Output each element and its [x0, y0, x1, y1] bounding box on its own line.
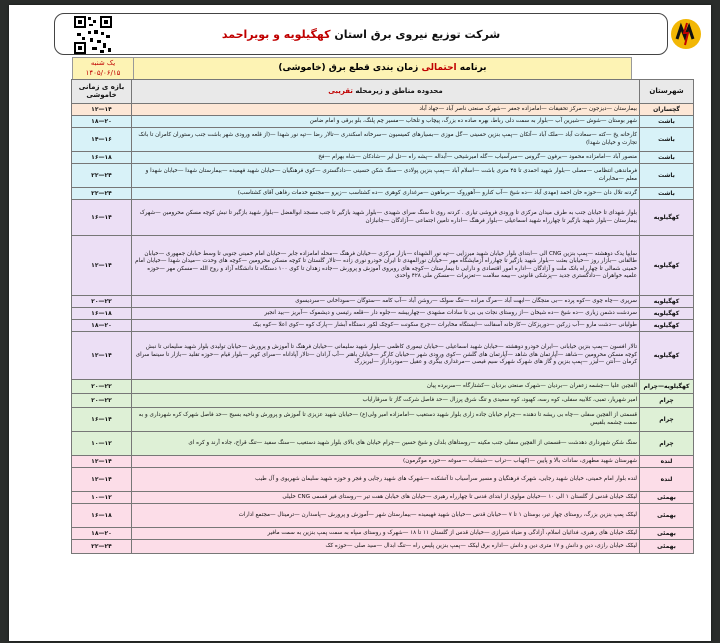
table-row	[72, 528, 694, 540]
row-city: لنده	[640, 456, 694, 468]
row-time: ۱۴—۱۶	[72, 128, 132, 152]
row-area: لنده بلوار امام خمینی، خیابان شهید رجایی، شهرک فرهنگیان و مسیر سرآسیاب تا آتشکده —شهرک های شهید رجایی و فجر و حوزه شهید سلیمان شهریوی و آل طیب	[132, 468, 640, 492]
table-row	[72, 104, 694, 116]
row-time: ۱۲—۱۴	[72, 468, 132, 492]
table-row	[72, 164, 694, 188]
row-area: لیکک خیابان رازی، دین و دانش و ۱۷ متری دین و دانش —اداره برق لیکک —پمپ بنزین پلیس راه —تنگ ابدال —سید صلی —حوزه کک	[132, 540, 640, 554]
table-row	[72, 332, 694, 380]
table-row	[72, 540, 694, 554]
row-time: ۱۶—۱۴	[72, 200, 132, 236]
row-time: ۱۸—۲۰	[72, 116, 132, 128]
table-row	[72, 504, 694, 528]
table-row	[72, 200, 694, 236]
subtitle-highlight: احتمالی	[421, 63, 457, 73]
row-area: فرماندهی انتظامی —مصلی —بلوار شهید احمدی تا ۴۵ متری باشت —اسلام آباد —پمپ بنزین پولادی —سنگ شکن حسینی —دادگستری —کوی فرهنگیان —خیابان شهید فهمیده —بیمارستان شهدا —خیابان شهدا و معلم —مخابرات	[132, 164, 640, 188]
row-area: القچین علیا —چشمه زعفران —بردیان —شهرک صنعتی بردیان —کشتارگاه —سربرده پیان	[132, 380, 640, 394]
row-city: کهگیلویه	[640, 320, 694, 332]
header-province: کهگیلویه و بویراحمد	[221, 27, 331, 41]
row-time: ۱۰—۱۲	[72, 492, 132, 504]
row-city: بهمئی	[640, 528, 694, 540]
row-time: ۱۲—۱۴	[72, 332, 132, 380]
row-time: ۱۶—۱۸	[72, 152, 132, 164]
row-time: ۱۶—۱۸	[72, 308, 132, 320]
row-city: چرام	[640, 408, 694, 432]
outage-schedule-table	[71, 79, 694, 554]
row-city: کهگیلویه	[640, 200, 694, 236]
table-row	[72, 236, 694, 296]
row-area: قسمتی از القچین سفلی —چاه بی ریشه تا دهنده —چرام خیابان جاده زاری بلوار شهید دستغیب —امامزاده امیر ولی(ع) —خیابان شهید عزیزی تا آموزش و پرورش و ناحیه بسیج —حد فاصل شهرک کره شهرداری و به سمت چشمه بلقیس	[132, 408, 640, 432]
row-area: لیکک پمپ بنزین بزرگ، روستای چهار تیر، بوستان ۱ تا ۷ —خیابان قدس —خیابان شهید فهیمیده —بیمارستان شهر —آموزش و پرورش —پاسدارن —ترمینال —مجتمع ادارات	[132, 504, 640, 528]
row-area: کارخانه یخ —کته —سعادت آباد —ملک آباد —آتکان —پمپ بنزین حسینی —گل موزی —بسیارهای کمیسیون —سرخانه اسکندری —تالار رضا —تپه نور شهدا —(از قلعه ورودی شهر باشت جنب رستوران کامران تا بانک تجارت و خیابان شهدا)	[132, 128, 640, 152]
row-city: چرام	[640, 394, 694, 408]
row-city: کهگیلویه—چرام	[640, 380, 694, 394]
row-city: بهمئی	[640, 504, 694, 528]
row-area: بلوار شهدای تا خیابان جنب به طرف میدان مرکزی تا ورودی فروشی تیاری . کردنه روی تا سنگ سرای شهیدی —بلوار شهید بازگیر تا جنب مسجد ابوالفضل —بلوار شهید بازگیر تا نبش کوچه مسکن محرومین —شهرک بیمارستان —بلوار شهید بازگیر تا چهارراه شهید اسماعیلی —بلوار فرهنگ —اداره تامین اجتماعی —آزادگان —جانبازان	[132, 200, 640, 236]
row-area: شهرستان شهید مطهری، سادات بالا و پایین —(کهباب —تراب —شیشاب —سوغه —حوزه موگرمون)	[132, 456, 640, 468]
document-sheet	[9, 5, 711, 641]
column-header-area-highlight: تقریبی	[328, 86, 353, 95]
row-city: کهگیلویه	[640, 296, 694, 308]
table-row	[72, 468, 694, 492]
table-row	[72, 116, 694, 128]
document-header	[54, 13, 668, 55]
row-time: ۱۰—۱۲	[72, 432, 132, 456]
table-row	[72, 320, 694, 332]
row-time: ۱۶—۱۸	[72, 504, 132, 528]
row-time: ۲۲—۲۴	[72, 540, 132, 554]
row-area: لیکک خیابان های رهبری، فدائیان اسلام، آزادگی و ضیاء شیرازی —خیابان قدس از گلستان ۱۱ تا ۱۸ —شهرک و روستای سپاه به سمت پمپ بنزین به سمت مافیر	[132, 528, 640, 540]
row-area: بیمارستان —دیزجون —مرکز تحقیقات —امامزاده جعفر —شهرک صنعتی ناصر آباد —جهاد آباد	[132, 104, 640, 116]
row-area: منصور آباد —امامزاده محمود —برفون —گروس —سرآسیاب —گله امیرشیخی —آبداله —پشه راه —تل ایر —شادکان —شاه بهرام —فخ	[132, 152, 640, 164]
table-row	[72, 456, 694, 468]
table-row	[72, 380, 694, 394]
row-city: باشت	[640, 152, 694, 164]
row-city: باشت	[640, 188, 694, 200]
column-header-time: بازه ی زمانی خاموشی	[72, 80, 132, 104]
table-row	[72, 128, 694, 152]
row-city: لنده	[640, 468, 694, 492]
row-area: شهر بوستان —شوش —شیرین آب —بلوار به سمت دلی رباط، بهره صاده ده بزرگ، پیچاب و تلخاب —مسیر چم پلنگ، بلو برقی و امام ضامن	[132, 116, 640, 128]
company-logo-icon	[669, 17, 703, 51]
row-time: ۱۶—۱۴	[72, 408, 132, 432]
row-city: بهمئی	[640, 492, 694, 504]
row-city: باشت	[640, 128, 694, 152]
column-header-city: شهرستان	[640, 80, 694, 104]
row-area: سایپا یدک دوهشته —پمپ بنزین CNG الی —ابتدای بلوار خیابان شهید میرزایی —تپه نور الشهداء —بازار مرکزی —خیابان فرهنگ —محله امامزاده جابر —خیابان امام خمینی جنوبی تا وسط خیابان جمهوری —خیابان طالقانی —بازار روز —خیابان بعثت —بلوار شهید بازگیر تا چهارراه آزمایشگاه مهر —خیابان نورالمهدی تا ایران خودرو نوری زاده —تالار گلستان تا کوچه مسکن محرومین —کوچه های وحدت —میدان شهدا —خیابان امام خمینی شمالی تا چهارراه بانک ملت و آزادگان —اداره امور اقتصادی و دارایی تا بیمارستان —کوچه های روبروی آموزش و پرورش —جاده زهدان تا کوی ۱۰۰ دستگاه تا دانشگاه آزاد و روح الله —مسکن مهر —حوزه علمیه خواهران —دادگستری جدید —پزشکی قانونی —بیمه سلامت —تعزیرات —مسکن ملی ۴۲۸ واحدی	[132, 236, 640, 296]
row-area: گردنه تلال دان —حوزه خان احمد (مهدی آباد —ده شیخ —آب کنارو —آهوروک —برماهون —مرغداری کوهری —ده کشتاسب —زیرو —مجتمع خدمات رفاهی آقای کشتاسب)	[132, 188, 640, 200]
table-row	[72, 188, 694, 200]
column-header-area	[132, 80, 640, 104]
row-city: کهگیلویه	[640, 308, 694, 320]
row-area: تالار افسون —پمپ بنزین خیابانی —ایران خودرو دوهشته —خیابان شهید اسماعیلی —خیابان تیموری کاظمی —بلوار شهید سلیمانی —خیابان فرهنگ تا آموزش و پرورش —خیابان تولیدی بلوار شهید سلیمانی تا نبش کوچه مسکن محرومین —شاهد —آپارتمان های شاهد —آپارتمان های گلشن —کوی ورودی شهر —خیابان کارگر —خیابان باهنر —آب آرادان —تالار آپاداناه —سرای کویر —بلوار قیام —حوزه تقلید —بازار تا سینما سرای کرمان —آنتن —لیزر —پمپ بنزین و گاز های شهرک شهرک سیم فیصی —مرغداری بیگری و عقیل —مودرداراز —لیربزرگ	[132, 332, 640, 380]
table-row	[72, 408, 694, 432]
row-city: بهمئی	[640, 540, 694, 554]
table-row	[72, 432, 694, 456]
row-area: سردشت دشمن زیاری —ده شیخ —ده شیخان —از روستای نجات بی بی تا سادات مشهدی —چهاربیشه —جلوه دار —قلعه رئیسی و دیشموک —آبریز —بید انجیر	[132, 308, 640, 320]
table-row	[72, 308, 694, 320]
table-row	[72, 152, 694, 164]
row-time: ۱۸—۲۰	[72, 528, 132, 540]
date-box	[72, 57, 134, 80]
row-time: ۲۰—۲۲	[72, 380, 132, 394]
row-city: کهگیلویه	[640, 332, 694, 380]
row-city: باشت	[640, 116, 694, 128]
table-row	[72, 492, 694, 504]
row-city: کهگیلویه	[640, 236, 694, 296]
schedule-subtitle	[133, 57, 632, 80]
row-time: ۲۰—۲۲	[72, 394, 132, 408]
row-area: طولیانی —دشت مارو —آب زرکین —دوریزکان —کارخانه آسفالت —ایستگاه مخابرات —جرج سکونت —کوچک لکور دستگاه آبشار —پارک کوه —کوی اعلا —کوه بیک	[132, 320, 640, 332]
row-area: امیر شهریار، تمبی، کلابیه سفلی، کوه رسه، کهبود، کوه سعیدی و تنگ شرق پرزال —حد فاصل شرکت گاز تا سرقارایاب	[132, 394, 640, 408]
column-header-area-text: محدوده مناطق و زیرمحله	[355, 86, 443, 95]
row-area: سنگ شکن شهرداری دهدشت —قسمتی از القچین سفلی جنب مکینه —روستاهای بلدان و شیخ حسین —چرام خیابان های بالای بلوار شهید دستغیب —سنگ سفید —تنگ قراح، جاده آرند و کره ای	[132, 432, 640, 456]
row-area: سرپری —چاه چوی —کوه پرده —بی منجگان —ابهت آباد —مرگ مراده —تنگ سولک —روشن آباد —آب کامه —ستوگان —سوداخانی —سردیسوی	[132, 296, 640, 308]
subtitle-suffix: زمان بندی قطع برق (خاموشی)	[278, 63, 419, 73]
date-day: یک شنبه	[90, 59, 116, 67]
table-header-row	[72, 80, 694, 104]
subtitle-prefix: برنامه	[459, 63, 487, 73]
row-time: ۱۲—۱۴	[72, 104, 132, 116]
row-city: گچساران	[640, 104, 694, 116]
row-time: ۱۲—۱۴	[72, 236, 132, 296]
date-value: ۱۴۰۵/۰۶/۱۵	[85, 69, 121, 77]
header-title-prefix: شرکت توزیع نیروی برق استان	[334, 27, 501, 41]
row-time: ۱۲—۱۴	[72, 456, 132, 468]
row-time: ۲۲—۲۴	[72, 164, 132, 188]
row-city: چرام	[640, 432, 694, 456]
row-city: باشت	[640, 164, 694, 188]
row-time: ۱۸—۲۰	[72, 320, 132, 332]
table-row	[72, 296, 694, 308]
row-time: ۲۲—۲۴	[72, 188, 132, 200]
row-area: لیکک خیابان قدس از گلستان ۱ الی ۱۰ —خیابان مولوی از ابتدای فدس تا چهارراه رهبری —خیابان های خیابان هفت تیر —روستای فیر قسمی CNG خلیلی	[132, 492, 640, 504]
table-row	[72, 394, 694, 408]
row-time: ۲۰—۲۲	[72, 296, 132, 308]
